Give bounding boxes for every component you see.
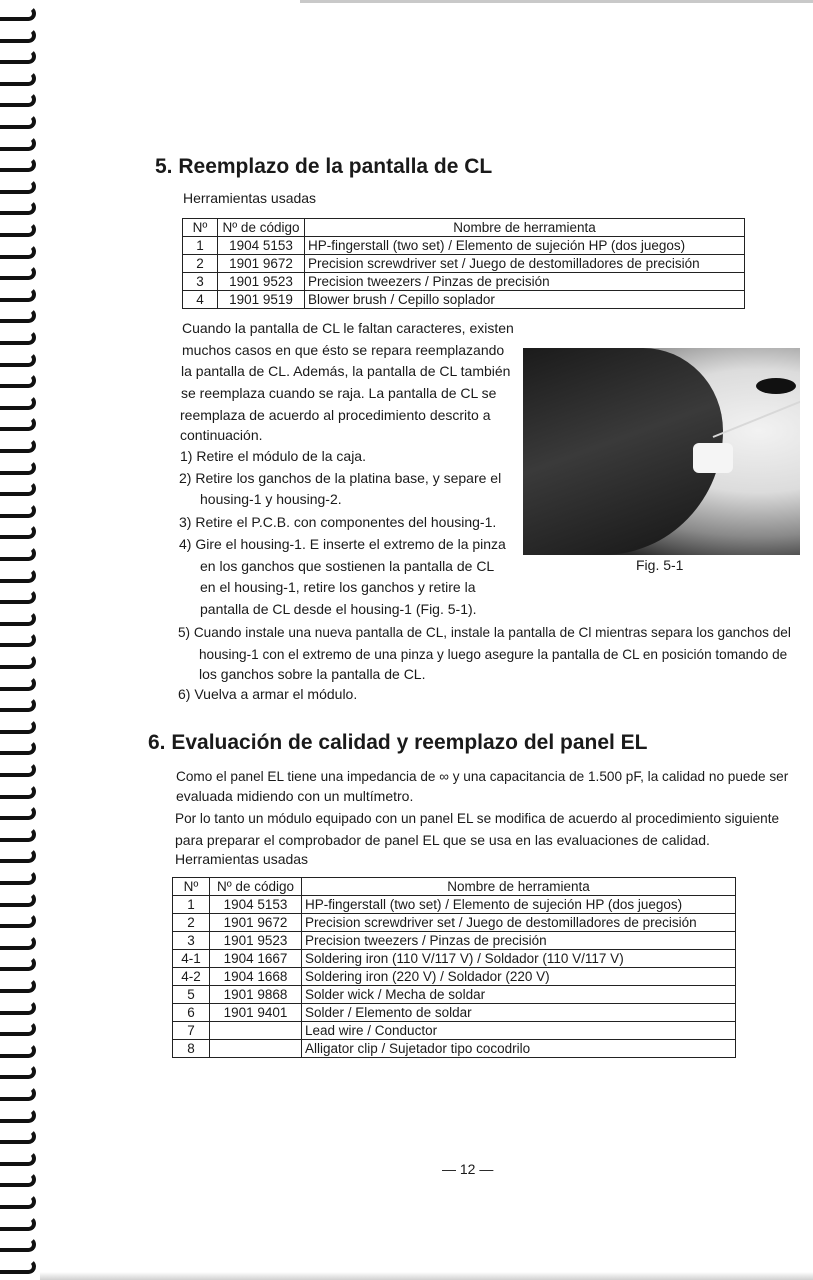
binding-ring (0, 6, 36, 21)
step-line: 2) Retire los ganchos de la platina base, y separe el (179, 470, 502, 486)
binding-ring (0, 1043, 36, 1058)
binding-ring (0, 1064, 36, 1079)
cell-no: 7 (173, 1022, 210, 1040)
binding-ring (0, 179, 36, 194)
binding-ring (0, 848, 36, 863)
binding-ring (0, 1129, 36, 1144)
binding-ring (0, 503, 36, 518)
cell-code (210, 1022, 302, 1040)
header-no: Nº (173, 878, 210, 896)
binding-ring (0, 1216, 36, 1231)
binding-ring (0, 287, 36, 302)
binding-ring (0, 654, 36, 669)
binding-ring (0, 1237, 36, 1252)
cell-no: 3 (183, 273, 218, 291)
binding-ring (0, 481, 36, 496)
photo-disc (756, 378, 796, 394)
table-header-row (173, 878, 736, 896)
page-number: — 12 — (442, 1161, 494, 1177)
step-line: los ganchos sobre la pantalla de CL. (199, 666, 426, 682)
binding-ring (0, 719, 36, 734)
binding-ring (0, 308, 36, 323)
step-line: 1) Retire el módulo de la caja. (180, 448, 366, 464)
header-no: Nº (183, 219, 218, 237)
page-bottom-edge (40, 1272, 813, 1280)
paragraph-line: para preparar el comprobador de panel EL que se usa en las evaluaciones de calidad. (175, 832, 710, 848)
cell-code: 1904 1668 (210, 968, 302, 986)
paragraph-line: muchos casos en que ésto se repara reemplazando (182, 342, 505, 358)
spiral-binding (0, 0, 40, 1280)
header-code: Nº de código (218, 219, 305, 237)
cell-name: Solder wick / Mecha de soldar (302, 986, 736, 1004)
section-6-tools-table (172, 877, 736, 1058)
cell-name: Alligator clip / Sujetador tipo cocodrilo (302, 1040, 736, 1058)
paragraph-line: reemplaza de acuerdo al procedimiento descrito a (180, 407, 491, 423)
paragraph-line: la pantalla de CL. Además, la pantalla de CL también (181, 363, 511, 379)
cell-name: Precision screwdriver set / Juego de destomilladores de precisión (305, 255, 745, 273)
binding-ring (0, 1259, 36, 1274)
table-row (173, 950, 736, 968)
cell-code: 1901 9672 (218, 255, 305, 273)
step-line: housing-1 con el extremo de una pinza y luego asegure la pantalla de CL en posición tomando de (199, 647, 788, 662)
cell-code: 1901 9868 (210, 986, 302, 1004)
binding-ring (0, 265, 36, 280)
table-row (173, 1022, 736, 1040)
table-row (173, 968, 736, 986)
binding-ring (0, 114, 36, 129)
cell-code: 1904 5153 (210, 896, 302, 914)
header-name: Nombre de herramienta (305, 219, 745, 237)
cell-code: 1901 9519 (218, 291, 305, 309)
binding-ring (0, 892, 36, 907)
binding-ring (0, 762, 36, 777)
paragraph-line: Por lo tanto un módulo equipado con un panel EL se modifica de acuerdo al procedimiento siguiente (175, 811, 780, 826)
binding-ring (0, 978, 36, 993)
binding-ring (0, 589, 36, 604)
binding-ring (0, 71, 36, 86)
binding-ring (0, 438, 36, 453)
table-row (173, 986, 736, 1004)
binding-ring (0, 200, 36, 215)
cell-no: 5 (173, 986, 210, 1004)
table-row (173, 1004, 736, 1022)
section-5-title: 5. Reemplazo de la pantalla de CL (155, 155, 493, 178)
step-line: 6) Vuelva a armar el módulo. (178, 686, 358, 702)
binding-ring (0, 1151, 36, 1166)
cell-code: 1901 9401 (210, 1004, 302, 1022)
binding-ring (0, 373, 36, 388)
binding-ring (0, 416, 36, 431)
cell-name: Blower brush / Cepillo soplador (305, 291, 745, 309)
section-6-title: 6. Evaluación de calidad y reemplazo del panel EL (148, 731, 648, 754)
cell-name: Solder / Elemento de soldar (302, 1004, 736, 1022)
binding-ring (0, 222, 36, 237)
figure-5-1-photo (523, 348, 800, 555)
cell-no: 1 (183, 237, 218, 255)
binding-ring (0, 827, 36, 842)
cell-code: 1901 9523 (210, 932, 302, 950)
cell-code (210, 1040, 302, 1058)
binding-ring (0, 913, 36, 928)
binding-ring (0, 1194, 36, 1209)
table-row (173, 896, 736, 914)
binding-ring (0, 546, 36, 561)
paragraph-line: se reemplaza cuando se raja. La pantalla de CL se (181, 385, 497, 401)
binding-ring (0, 244, 36, 259)
cell-no: 4 (183, 291, 218, 309)
cell-name: Soldering iron (110 V/117 V) / Soldador (110 V/117 V) (302, 950, 736, 968)
table-row (183, 291, 745, 309)
binding-ring (0, 956, 36, 971)
binding-ring (0, 460, 36, 475)
binding-ring (0, 784, 36, 799)
cell-no: 8 (173, 1040, 210, 1058)
cell-name: HP-fingerstall (two set) / Elemento de sujeción HP (dos juegos) (305, 237, 745, 255)
binding-ring (0, 805, 36, 820)
binding-ring (0, 524, 36, 539)
binding-ring (0, 92, 36, 107)
binding-ring (0, 935, 36, 950)
section-5-tools-table (182, 218, 745, 309)
binding-ring (0, 330, 36, 345)
cell-name: HP-fingerstall (two set) / Elemento de sujeción HP (dos juegos) (302, 896, 736, 914)
binding-ring (0, 49, 36, 64)
table-row (173, 914, 736, 932)
binding-ring (0, 136, 36, 151)
binding-ring (0, 1086, 36, 1101)
page-top-edge (300, 0, 813, 3)
table-row (173, 932, 736, 950)
figure-caption: Fig. 5-1 (636, 557, 684, 573)
step-line: 3) Retire el P.C.B. con componentes del housing-1. (179, 514, 497, 530)
binding-ring (0, 1108, 36, 1123)
step-line: housing-1 y housing-2. (200, 491, 342, 507)
binding-ring (0, 28, 36, 43)
binding-ring (0, 632, 36, 647)
binding-ring (0, 395, 36, 410)
photo-lcd (693, 443, 733, 473)
paragraph-line: Herramientas usadas (175, 851, 309, 867)
cell-name: Precision screwdriver set / Juego de destomilladores de precisión (302, 914, 736, 932)
photo-tweezer (713, 400, 800, 437)
cell-no: 1 (173, 896, 210, 914)
paragraph-line: Cuando la pantalla de CL le faltan caracteres, existen (182, 320, 514, 336)
cell-no: 2 (183, 255, 218, 273)
paragraph-line: Como el panel EL tiene una impedancia de ∞ y una capacitancia de 1.500 pF, la calidad no puede ser (176, 769, 789, 784)
binding-ring (0, 568, 36, 583)
cell-code: 1901 9523 (218, 273, 305, 291)
binding-ring (0, 611, 36, 626)
binding-ring (0, 697, 36, 712)
header-code: Nº de código (210, 878, 302, 896)
step-line: en el housing-1, retire los ganchos y retire la (200, 579, 476, 595)
cell-name: Precision tweezers / Pinzas de precisión (305, 273, 745, 291)
cell-no: 4-2 (173, 968, 210, 986)
cell-no: 4-1 (173, 950, 210, 968)
table-row (183, 273, 745, 291)
section-5-tools-label: Herramientas usadas (183, 190, 317, 206)
table-row (173, 1040, 736, 1058)
binding-ring (0, 870, 36, 885)
step-line: pantalla de CL desde el housing-1 (Fig. 5-1). (200, 601, 477, 617)
cell-no: 6 (173, 1004, 210, 1022)
cell-code: 1904 1667 (210, 950, 302, 968)
step-line: 4) Gire el housing-1. E inserte el extremo de la pinza (179, 536, 506, 552)
header-name: Nombre de herramienta (302, 878, 736, 896)
step-line: en los ganchos que sostienen la pantalla de CL (200, 558, 495, 574)
cell-name: Precision tweezers / Pinzas de precisión (302, 932, 736, 950)
cell-name: Soldering iron (220 V) / Soldador (220 V) (302, 968, 736, 986)
binding-ring (0, 1021, 36, 1036)
cell-code: 1904 5153 (218, 237, 305, 255)
paragraph-line: evaluada midiendo con un multímetro. (176, 788, 414, 804)
binding-ring (0, 1172, 36, 1187)
cell-name: Lead wire / Conductor (302, 1022, 736, 1040)
step-line: 5) Cuando instale una nueva pantalla de CL, instale la pantalla de Cl mientras separa los ganchos del (178, 625, 791, 640)
table-header-row (183, 219, 745, 237)
cell-no: 3 (173, 932, 210, 950)
binding-ring (0, 352, 36, 367)
binding-ring (0, 157, 36, 172)
table-row (183, 237, 745, 255)
table-row (183, 255, 745, 273)
cell-no: 2 (173, 914, 210, 932)
binding-ring (0, 740, 36, 755)
paragraph-line: continuación. (180, 427, 263, 443)
binding-ring (0, 676, 36, 691)
binding-ring (0, 1000, 36, 1015)
cell-code: 1901 9672 (210, 914, 302, 932)
